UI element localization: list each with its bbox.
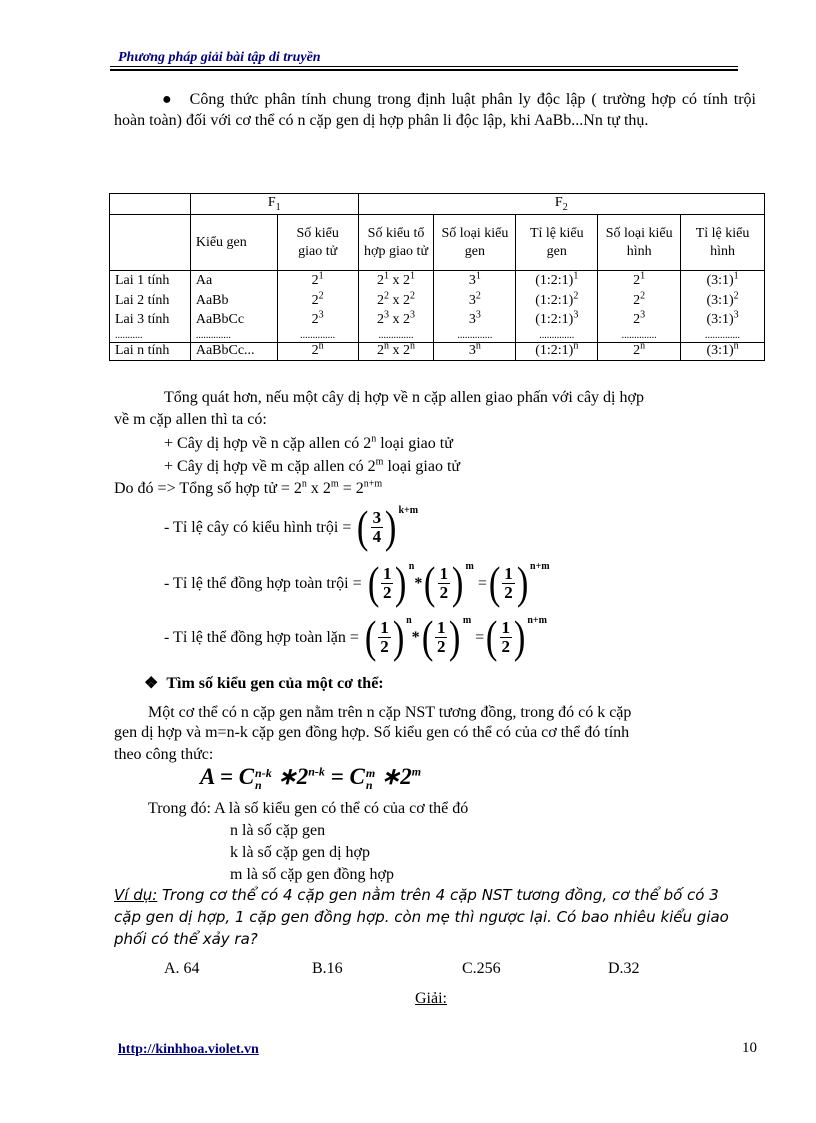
ratio-dominant: - Tỉ lệ cây có kiểu hình trội = ( 3 4 ) k+m [164, 501, 419, 552]
section-para-2: gen dị hợp và m=n-k cặp gen đồng hợp. Số kiểu gen có thể có của cơ thể đó tính [114, 724, 630, 741]
table-cell-genotype-ratio: (1:2:1)$^1$ (1:2:1)$^2$ (1:2:1)$^3$ .............. [516, 271, 598, 343]
option-a: A. 64 [164, 960, 200, 977]
option-b: B.16 [312, 960, 343, 977]
col-header: Số kiểu giao tử [277, 215, 358, 271]
table-cell-labels: Lai 1 tính Lai 2 tính Lai 3 tính ........... [110, 271, 191, 343]
segregation-table [109, 193, 765, 361]
where-n: n là số cặp gen [230, 822, 326, 839]
table-corner-cell-2 [110, 215, 191, 271]
general-line-1: Tổng quát hơn, nếu một cây dị hợp về n cặp allen giao phấn với cây dị hợp [164, 389, 644, 406]
f1-header: $F_1$ [190, 194, 358, 215]
intro-paragraph [114, 89, 756, 131]
table-cell-phenotype-ratio: (3:1)$^1$ (3:1)$^2$ (3:1)$^3$ .............. [681, 271, 765, 343]
section-heading: ❖ Tìm số kiểu gen của một cơ thể: [144, 675, 384, 692]
header-rule-thin [110, 66, 738, 67]
example-block: Ví dụ: Trong cơ thể có 4 cặp gen nằm trên 4 cặp NST tương đồng, cơ thể bố có 3 cặp gen dị hợp, 1 cặp gen đồng hợp. còn mẹ thì ngược lại. Có bao nhiêu kiểu giao phối có thể xảy ra? [114, 886, 729, 948]
ratio-homozygous-dominant: - Tỉ lệ thể đồng hợp toàn trội = ( 1 2 ) n * ( 1 2 ) m = ( 1 2 ) n+m [164, 557, 550, 608]
bullet-icon: ● [162, 91, 172, 108]
col-header: Số loại kiểu hình [598, 215, 681, 271]
where-line: Trong đó: A là số kiểu gen có thể có của cơ thể đó [148, 800, 469, 817]
f2-header: $F_2$ [358, 194, 764, 215]
intro-text: Công thức phân tính chung trong định luật phân ly độc lập ( trường hợp có tính trội hoàn toàn) đối với cơ thể có n cặp gen dị hợp phân li độc lập, khi AaBb...Nn tự thụ. [114, 91, 756, 129]
where-k: k là số cặp gen dị hợp [230, 844, 370, 861]
table-cell-combos: $2^1$ x $2^1$ $2^2$ x $2^2$ $2^3$ x $2^3$ .............. [358, 271, 434, 343]
general-plus-2: + Cây dị hợp về m cặp allen có 2$^m$ loại giao tử [164, 456, 461, 475]
col-header: Số loại kiểu gen [434, 215, 516, 271]
table-row-n: Lai n tính AaBbCc... 2$^n$ 2$^n$ x 2$^n$ 3$^n$ (1:2:1)$^n$ 2$^n$ (3:1)$^n$ [110, 342, 765, 360]
table-cell-gametes: $2^1$ $2^2$ $2^3$ .............. [277, 271, 358, 343]
where-m: m là số cặp gen đồng hợp [230, 866, 394, 883]
general-line-2: về m cặp allen thì ta có: [114, 411, 267, 428]
document-header-title: Phương pháp giải bài tập di truyền [118, 50, 321, 65]
diamond-bullet-icon: ❖ [144, 675, 159, 692]
page-number: 10 [742, 1040, 757, 1056]
col-header: Số kiểu tổ hợp giao tử [358, 215, 434, 271]
option-d: D.32 [608, 960, 640, 977]
table-cell-phenotype-count: $2^1$ $2^2$ $2^3$ .............. [598, 271, 681, 343]
general-plus-1: + Cây dị hợp về n cặp allen có 2$^n$ loại giao tử [164, 433, 453, 452]
col-header: Kiểu gen [190, 215, 277, 271]
col-header: Tỉ lệ kiểu gen [516, 215, 598, 271]
option-c: C.256 [462, 960, 501, 977]
header-rule-thick [110, 69, 738, 71]
general-total: Do đó => Tổng số hợp tử = $2^n$ x $2^m = 2^{n+m}$ [114, 478, 383, 497]
solution-label: Giải: [415, 990, 447, 1007]
ratio-homozygous-recessive: - Tỉ lệ thể đồng hợp toàn lặn = ( 1 2 ) n * ( 1 2 ) m = ( 1 2 ) n+m [164, 611, 547, 662]
footer-link[interactable]: http://kinhhoa.violet.vn [118, 1042, 259, 1057]
table-cell-genotypes: Aa AaBb AaBbCc .............. [190, 271, 277, 343]
table-cell-genotype-count: $3^1$ $3^2$ $3^3$ .............. [434, 271, 516, 343]
section-para-1: Một cơ thể có n cặp gen nằm trên n cặp NST tương đồng, trong đó có k cặp [148, 704, 632, 721]
table-corner-cell [110, 194, 191, 215]
genotype-count-formula: A = C n-k n $∗2^{n-k} = C$ m n ∗2$^m$ [200, 764, 422, 792]
col-header: Tỉ lệ kiểu hình [681, 215, 765, 271]
section-para-3: theo công thức: [114, 746, 214, 763]
